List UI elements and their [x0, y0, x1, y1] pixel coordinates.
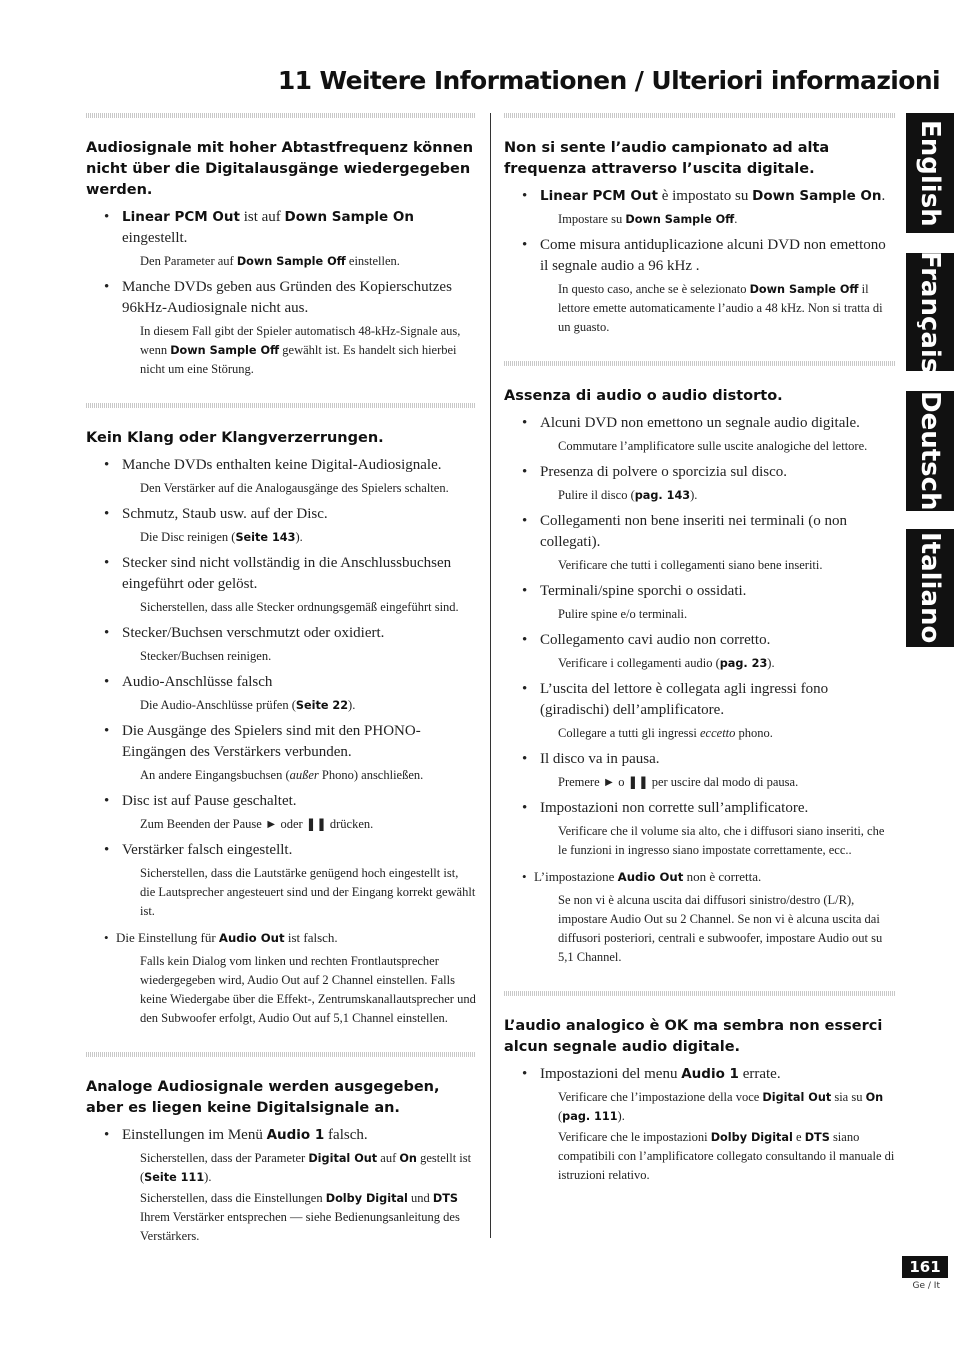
text-segment: Sicherstellen, dass der Parameter [140, 1151, 309, 1165]
tab-english[interactable] [906, 113, 954, 233]
bullet-icon: • [104, 625, 110, 641]
bold-term: Audio 1 [266, 1127, 325, 1143]
bullet-icon: • [522, 681, 528, 697]
remedy-note [540, 486, 896, 505]
bullet-icon: • [104, 793, 110, 809]
remedy-note [540, 556, 896, 575]
text-segment: ). [204, 1170, 212, 1184]
symptom-cause [122, 207, 476, 249]
text-segment: L’uscita del lettore è collegata agli ingressi fono (giradischi) dell’amplificatore. [540, 681, 829, 718]
remedy-note [540, 280, 896, 337]
remedy-note [540, 210, 896, 229]
right-column-italian [504, 113, 896, 1209]
text-segment: Premere ► o ❚❚ per uscire dal modo di pausa. [558, 775, 799, 789]
text-segment: In questo caso, anche se è selezionato [558, 282, 750, 296]
remedy-note [534, 891, 896, 967]
bold-term: pag. 23 [719, 657, 768, 670]
text-segment: phono. [735, 726, 773, 740]
bullet-icon: • [522, 464, 528, 480]
text-segment: Manche DVDs enthalten keine Digital-Audiosignale. [122, 457, 442, 473]
remedy-note [122, 1189, 476, 1246]
text-segment: Die Einstellung für [116, 930, 219, 945]
symptom-item [504, 186, 896, 229]
bold-term: Digital Out [308, 1152, 378, 1165]
tab-francais[interactable] [906, 250, 954, 374]
symptom-cause [540, 413, 896, 434]
text-segment: Commutare l’amplificatore sulle uscite analogiche del lettore. [558, 439, 868, 453]
troubleshooting-section [504, 991, 896, 1185]
symptom-cause [540, 1064, 896, 1085]
symptom-item [504, 866, 896, 967]
text-segment: Verificare che tutti i collegamenti siano bene inseriti. [558, 558, 823, 572]
text-segment: Die Disc reinigen ( [140, 530, 236, 544]
left-column-german [86, 113, 476, 1270]
text-segment: Falls kein Dialog vom linken und rechten Frontlautsprecher wiedergegeben wird, Audio Out auf 2 Channel einstellen. Falls keine Wiedergabe über die Effekt-, Zentrumskanallautsprecher und den Subwoofer erfolgt, Audio Out auf 5,1 Channel einstellen. [140, 954, 476, 1025]
symptom-item [504, 235, 896, 337]
text-segment: ). [617, 1109, 625, 1123]
symptom-item [86, 791, 476, 834]
bold-term: Dolby Digital [710, 1131, 793, 1144]
text-segment: ist falsch. [284, 930, 338, 945]
bullet-icon: • [522, 188, 528, 204]
symptom-cause [540, 186, 896, 207]
text-segment: Presenza di polvere o sporcizia sul disco. [540, 464, 788, 480]
bold-term: Linear PCM Out [540, 188, 658, 204]
bullet-icon: • [104, 930, 109, 945]
symptom-item [86, 672, 476, 715]
text-segment: Impostazioni non corrette sull’amplificatore. [540, 800, 809, 816]
text-segment: Schmutz, Staub usw. auf der Disc. [122, 506, 328, 522]
bold-term: Seite 22 [295, 699, 349, 712]
text-segment: An andere Eingangsbuchsen ( [140, 768, 290, 782]
text-segment: Zum Beenden der Pause ► oder ❚❚ drücken. [140, 817, 374, 831]
symptom-cause [540, 798, 896, 819]
text-segment: Sicherstellen, dass alle Stecker ordnungsgemäß eingeführt sind. [140, 600, 459, 614]
symptom-item [86, 1125, 476, 1246]
symptom-cause [122, 277, 476, 319]
section-heading: Audiosignale mit hoher Abtastfrequenz können nicht über die Digitalausgänge wiedergegeben werden. [86, 140, 474, 198]
text-segment: Alcuni DVD non emettono un segnale audio digitale. [540, 415, 860, 431]
symptom-item [86, 840, 476, 921]
text-segment: Verificare che l’impostazione della voce [558, 1090, 763, 1104]
text-segment: Verificare che il volume sia alto, che i diffusori siano inseriti, che le funzioni in ingresso siano impostate correttamente, ecc.. [558, 824, 885, 857]
text-segment: Impostare su [558, 212, 626, 226]
bullet-icon: • [104, 279, 110, 295]
text-segment: Collegamento cavi audio non corretto. [540, 632, 771, 648]
text-segment: ). [690, 488, 698, 502]
tab-italiano-label: Italiano [915, 532, 945, 644]
text-segment: Ihrem Verstärker entsprechen — siehe Bedienungsanleitung des Verstärkers. [140, 1210, 460, 1243]
tab-deutsch-label: Deutsch [915, 391, 945, 511]
text-segment: einstellen. [345, 254, 400, 268]
remedy-note [540, 605, 896, 624]
symptom-item [504, 511, 896, 575]
troubleshooting-section [86, 1052, 476, 1246]
bullet-icon: • [104, 506, 110, 522]
bold-term: Down Sample Off [749, 283, 859, 296]
tab-english-label: English [915, 119, 945, 227]
bold-term: Audio Out [617, 870, 684, 884]
symptom-cause [122, 455, 476, 476]
text-segment: auf [377, 1151, 400, 1165]
text-segment: Il disco va in pausa. [540, 751, 660, 767]
bold-term: Down Sample Off [625, 213, 735, 226]
remedy-note [540, 724, 896, 743]
text-segment: Einstellungen im Menü [122, 1127, 267, 1143]
bold-term: Seite 143 [235, 531, 296, 544]
bold-term: Down Sample On [752, 188, 882, 204]
text-segment: ). [348, 698, 356, 712]
text-segment: Verificare i collegamenti audio ( [558, 656, 720, 670]
text-segment: e [792, 1130, 805, 1144]
bold-term: Linear PCM Out [122, 209, 240, 225]
dotted-rule [504, 361, 896, 366]
symptom-cause [116, 927, 476, 949]
bold-term: Seite 111 [144, 1171, 205, 1184]
text-segment: gewählt ist. Es handelt sich hierbei nicht um eine Störung. [140, 343, 457, 376]
text-segment: errate. [738, 1066, 781, 1082]
symptom-cause [540, 749, 896, 770]
bullet-icon: • [522, 237, 528, 253]
bold-term: Dolby Digital [325, 1192, 408, 1205]
text-segment: Impostazioni del menu [540, 1066, 682, 1082]
symptom-cause [122, 504, 476, 525]
text-segment: Phono) anschließen. [318, 768, 424, 782]
symptom-item [504, 413, 896, 456]
bold-term: DTS [804, 1131, 830, 1144]
bullet-icon: • [104, 842, 110, 858]
text-segment: Die Audio-Anschlüsse prüfen ( [140, 698, 296, 712]
text-segment: Verstärker falsch eingestellt. [122, 842, 293, 858]
symptom-item [86, 721, 476, 785]
symptom-cause [122, 1125, 476, 1146]
section-heading: L’audio analogico è OK ma sembra non esserci alcun segnale audio digitale. [504, 1018, 883, 1055]
troubleshooting-section [504, 361, 896, 967]
remedy-note [540, 654, 896, 673]
text-segment: Audio-Anschlüsse falsch [122, 674, 273, 690]
text-segment: ). [767, 656, 775, 670]
text-segment: Terminali/spine sporchi o ossidati. [540, 583, 747, 599]
bullet-icon: • [104, 457, 110, 473]
text-segment: Verificare che le impostazioni [558, 1130, 711, 1144]
bullet-icon: • [104, 555, 110, 571]
section-heading: Assenza di audio o audio distorto. [504, 388, 783, 404]
bold-term: Audio 1 [681, 1066, 739, 1082]
symptom-cause [122, 623, 476, 644]
symptom-cause [534, 866, 896, 888]
remedy-note [116, 952, 476, 1028]
bullet-icon: • [104, 674, 110, 690]
text-segment: Come misura antiduplicazione alcuni DVD non emettono il segnale audio a 96 kHz . [540, 237, 886, 274]
remedy-note [122, 252, 476, 271]
remedy-note [540, 822, 896, 860]
text-segment: Disc ist auf Pause geschaltet. [122, 793, 297, 809]
symptom-cause [122, 672, 476, 693]
text-segment: In diesem Fall gibt der Spieler automatisch 48-kHz-Signale aus, wenn [140, 324, 461, 357]
bullet-icon: • [522, 583, 528, 599]
symptom-cause [540, 511, 896, 553]
text-segment: . [734, 212, 738, 226]
bold-term: pag. 111 [562, 1110, 618, 1123]
bullet-icon: • [522, 415, 528, 431]
page-number: 161 [902, 1256, 948, 1278]
dotted-rule [504, 113, 896, 118]
column-divider [490, 113, 491, 1238]
bullet-icon: • [522, 869, 527, 884]
bullet-icon: • [104, 209, 110, 225]
text-segment: falsch. [324, 1127, 368, 1143]
text-segment: L’impostazione [534, 869, 618, 884]
text-segment: Den Verstärker auf die Analogausgänge des Spielers schalten. [140, 481, 449, 495]
symptom-item [86, 623, 476, 666]
text-segment: Pulire il disco ( [558, 488, 635, 502]
dotted-rule [86, 1052, 476, 1057]
symptom-cause [540, 462, 896, 483]
bold-term: DTS [432, 1192, 459, 1205]
remedy-note [122, 1149, 476, 1187]
text-segment: gestellt ist ( [140, 1151, 472, 1184]
bold-term: Down Sample Off [170, 344, 280, 357]
text-segment: Se non vi è alcuna uscita dai diffusori sinistro/destro (L/R), impostare Audio Out su 2 Channel. Se non vi è alcuna uscita dai diffusori posteriori, centrali e subwoofer, impostare Audio out su 5,1 Channel. [558, 893, 883, 964]
text-segment: Collegare a tutti gli ingressi [558, 726, 700, 740]
symptom-cause [122, 553, 476, 595]
text-segment: Sicherstellen, dass die Lautstärke genügend hoch eingestellt ist, die Lautsprecher angesteuert sind und der Eingang korrekt gewählt ist. [140, 866, 476, 918]
troubleshooting-section [86, 403, 476, 1028]
symptom-cause [122, 840, 476, 861]
symptom-item [86, 504, 476, 547]
symptom-item [86, 455, 476, 498]
bullet-icon: • [104, 723, 110, 739]
symptom-item [504, 462, 896, 505]
text-segment: . [881, 188, 886, 204]
text-segment: Stecker sind nicht vollständig in die Anschlussbuchsen eingeführt oder gelöst. [122, 555, 452, 592]
remedy-note [122, 479, 476, 498]
page-language-code: Ge / It [912, 1281, 940, 1291]
remedy-note [122, 766, 476, 785]
text-segment: Die Ausgänge des Spielers sind mit den PHONO-Eingängen des Verstärkers verbunden. [122, 723, 421, 760]
troubleshooting-section [86, 113, 476, 379]
text-segment: non è corretta. [683, 869, 762, 884]
bold-term: pag. 143 [634, 489, 691, 502]
bold-term: Down Sample On [284, 209, 414, 225]
remedy-note [122, 322, 476, 379]
text-segment: Stecker/Buchsen verschmutzt oder oxidiert. [122, 625, 385, 641]
symptom-item [86, 553, 476, 617]
text-segment: Collegamenti non bene inseriti nei terminali (o non collegati). [540, 513, 848, 550]
symptom-item [86, 927, 476, 1028]
text-segment: Sicherstellen, dass die Einstellungen [140, 1191, 326, 1205]
dotted-rule [86, 113, 476, 118]
remedy-note [540, 1088, 896, 1126]
symptom-item [86, 207, 476, 271]
troubleshooting-section [504, 113, 896, 337]
bold-term: On [865, 1091, 884, 1104]
remedy-note [122, 864, 476, 921]
italic-term: außer [289, 768, 319, 782]
italic-term: eccetto [700, 726, 736, 740]
remedy-note [122, 528, 476, 547]
symptom-item [504, 679, 896, 743]
symptom-cause [540, 630, 896, 651]
symptom-item [504, 749, 896, 792]
remedy-note [540, 1128, 896, 1185]
symptom-cause [540, 679, 896, 721]
text-segment: siano compatibili con l’amplificatore collegato consultando il manuale di istruzioni relativo. [558, 1130, 895, 1182]
section-heading: Analoge Audiosignale werden ausgegeben, aber es liegen keine Digitalsignale an. [86, 1079, 440, 1116]
text-segment: è impostato su [657, 188, 753, 204]
bold-term: Down Sample Off [236, 255, 346, 268]
symptom-item [504, 798, 896, 860]
bullet-icon: • [522, 632, 528, 648]
text-segment: Pulire spine e/o terminali. [558, 607, 688, 621]
remedy-note [122, 815, 476, 834]
text-segment: Manche DVDs geben aus Gründen des Kopierschutzes 96kHz-Audiosignale nicht aus. [122, 279, 452, 316]
text-segment: ist auf [239, 209, 285, 225]
remedy-note [122, 647, 476, 666]
tab-italiano[interactable] [906, 529, 954, 647]
bold-term: On [399, 1152, 417, 1165]
bold-term: Audio Out [218, 931, 285, 945]
symptom-cause [122, 791, 476, 812]
symptom-cause [122, 721, 476, 763]
section-heading: Kein Klang oder Klangverzerrungen. [86, 430, 384, 446]
text-segment: ( [558, 1109, 563, 1123]
bold-term: Digital Out [762, 1091, 832, 1104]
tab-deutsch[interactable] [906, 391, 954, 511]
text-segment: Den Parameter auf [140, 254, 237, 268]
text-segment: ). [295, 530, 303, 544]
text-segment: eingestellt. [122, 230, 188, 246]
section-heading: Non si sente l’audio campionato ad alta frequenza attraverso l’uscita digitale. [504, 140, 830, 177]
bullet-icon: • [522, 1066, 528, 1082]
bullet-icon: • [522, 751, 528, 767]
page-title: 11 Weitere Informationen / Ulteriori informazioni [277, 66, 940, 95]
remedy-note [540, 773, 896, 792]
dotted-rule [504, 991, 896, 996]
dotted-rule [86, 403, 476, 408]
text-segment: sia su [831, 1090, 866, 1104]
symptom-item [504, 581, 896, 624]
bullet-icon: • [104, 1127, 110, 1143]
symptom-cause [540, 235, 896, 277]
symptom-cause [540, 581, 896, 602]
remedy-note [540, 437, 896, 456]
text-segment: und [407, 1191, 433, 1205]
symptom-item [504, 1064, 896, 1185]
symptom-item [504, 630, 896, 673]
text-segment: Stecker/Buchsen reinigen. [140, 649, 272, 663]
bullet-icon: • [522, 800, 528, 816]
symptom-item [86, 277, 476, 379]
bullet-icon: • [522, 513, 528, 529]
tab-francais-label: Français [915, 250, 945, 374]
remedy-note [122, 696, 476, 715]
remedy-note [122, 598, 476, 617]
text-segment: il lettore emette automaticamente l’audio a 48 kHz. Non si tratta di un guasto. [558, 282, 883, 334]
